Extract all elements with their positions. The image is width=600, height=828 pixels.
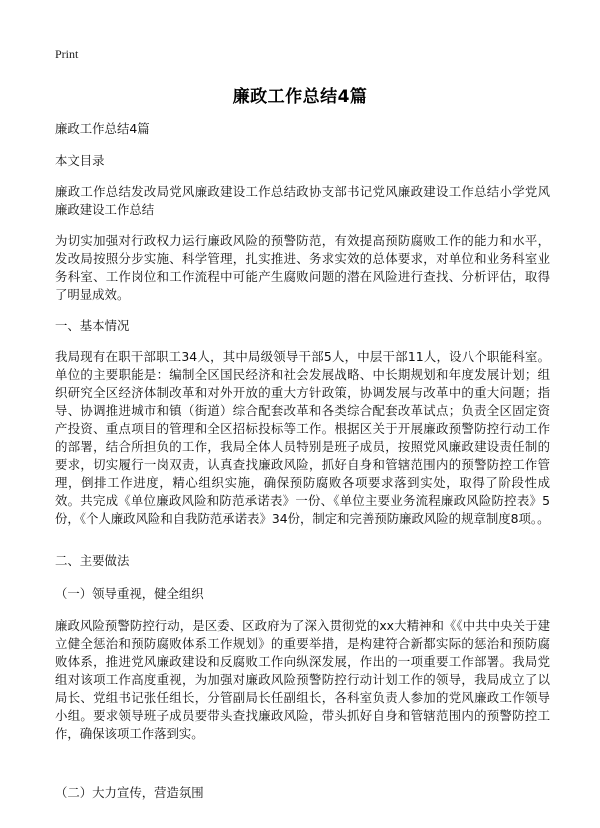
subsection-leadership-body: 廉政风险预警防控行动，是区委、区政府为了深入贯彻党的xx大精神和《《中共中央关于建立健全惩治和预防腐败体系工作规划》的重要举措，是构建符合新都实际的惩治和预防腐败体系，推进党风廉政建设和反腐败工作向纵深发展，作出的一项重要工作部署。我局党组对该项工作高度重视，为加强对廉政风险预警防控行动计划工作的领导，我局成立了以局长、党组书记张任组长，分管副局长任副组长，各科室负责人参加的党风廉政工作领导小组。要求领导班子成员要带头查找廉政风险，带头抓好自身和管辖范围内的预警防控工作，确保该项工作落到实。 [55, 618, 550, 741]
section-practice-heading: 二、主要做法 [55, 553, 130, 568]
intro-paragraph: 为切实加强对行政权力运行廉政风险的预警防范，有效提高预防腐败工作的能力和水平，发改局按照分步实施、科学管理，扎实推进、务求实效的总体要求，对单位和业务科室业务科室、工作岗位和工作流程中可能产生腐败问题的潜在风险进行查找、分析评估，取得了明显成效。 [55, 233, 550, 302]
subsection-leadership-heading: （一）领导重视，健全组织 [55, 586, 204, 601]
toc-heading: 本文目录 [55, 153, 105, 168]
document-subtitle: 廉政工作总结4篇 [55, 121, 150, 136]
toc-text: 廉政工作总结发改局党风廉政建设工作总结政协支部书记党风廉政建设工作总结小学党风廉政建设工作总结 [55, 184, 550, 217]
section-basic-heading: 一、基本情况 [55, 318, 130, 333]
page-title: 廉政工作总结4篇 [232, 87, 368, 107]
section-basic-body: 我局现有在职干部职工34人，其中局级领导干部5人，中层干部11人，设八个职能科室。单位的主要职能是：编制全区国民经济和社会发展战略、中长期规划和年度发展计划；组织研究全区经济体制改革和对外开放的重大方针政策，协调发展与改革中的重大问题；指导、协调推进城市和镇（街道）综合配套改革和各类综合配套改革试点；负责全区固定资产投资、重点项目的管理和全区招标投标等工作。根据区关于开展廉政预警防控行动工作的部署，结合所担负的工作，我局全体人员特别是班子成员，按照党风廉政建设责任制的要求，切实履行一岗双责，认真查找廉政风险，抓好自身和管辖范围内的预警防控工作管理，倒排工作进度，精心组织实施，确保预防腐败各项要求落到实处，取得了阶段性成效。共完成《单位廉政风险和防范承诺表》一份、《单位主要业务流程廉政风险防控表》5份，《个人廉政风险和自我防范承诺表》34份，制定和完善预防廉政风险的规章制度8项。。 [55, 349, 550, 526]
print-label[interactable]: Print [55, 47, 79, 61]
subsection-publicity-heading: （二）大力宣传，营造氛围 [55, 785, 204, 800]
